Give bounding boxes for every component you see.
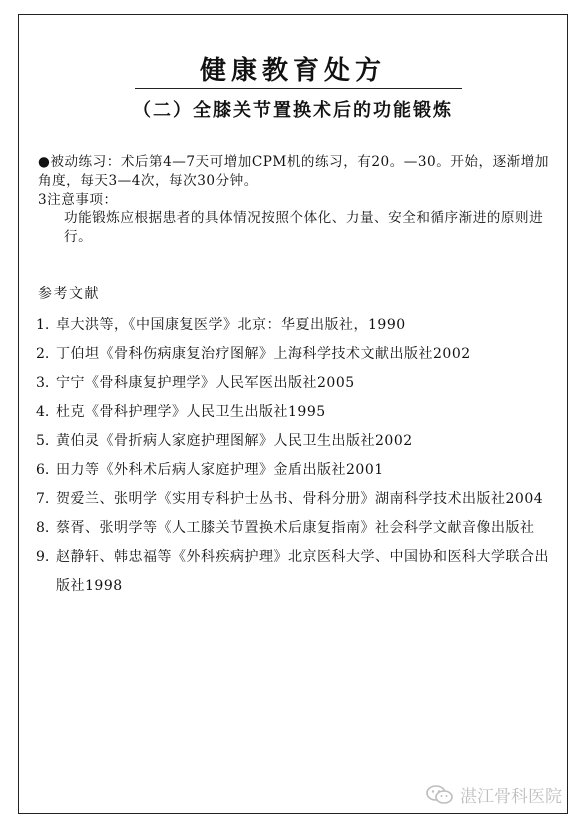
reference-item (36, 340, 556, 369)
reference-text: 宁宁《骨科康复护理学》人民军医出版社2005 (56, 375, 355, 391)
reference-item (36, 456, 556, 485)
reference-item (36, 311, 556, 340)
notes-heading: 3注意事项： (38, 192, 118, 208)
reference-number: 1. (36, 317, 50, 333)
notes-text: 功能锻炼应根据患者的具体情况按照个体化、力量、安全和循序渐进的原则进行。 (64, 210, 544, 245)
reference-text: 丁伯坦《骨科伤病康复治疗图解》上海科学技术文献出版社2002 (56, 346, 471, 362)
reference-text: 田力等《外科术后病人家庭护理》金盾出版社2001 (56, 462, 384, 478)
notes-paragraph (38, 209, 558, 247)
reference-item (36, 543, 556, 601)
reference-item (36, 427, 556, 456)
reference-item (36, 369, 556, 398)
references-list (36, 311, 556, 601)
reference-text: 杜克《骨科护理学》人民卫生出版社1995 (56, 404, 326, 420)
reference-text: 黄伯灵《骨折病人家庭护理图解》人民卫生出版社2002 (56, 433, 413, 449)
reference-text: 蔡胥、张明学等《人工膝关节置换术后康复指南》社会科学文献音像出版社 (56, 520, 535, 536)
reference-number: 5. (36, 433, 50, 449)
reference-number: 4. (36, 404, 50, 420)
reference-text: 赵静轩、韩忠福等《外科疾病护理》北京医科大学、中国协和医科大学联合出版社1998 (56, 549, 549, 594)
title-divider (135, 88, 462, 89)
reference-number: 9. (36, 549, 50, 565)
passive-exercise-paragraph: ●被动练习：术后第4—7天可增加CPM机的练习，有20。—30。开始，逐渐增加角度，每天3—4次，每次30分钟。 (38, 154, 549, 189)
wechat-icon (426, 785, 454, 805)
document-subtitle: （二）全膝关节置换术后的功能锻炼 (133, 100, 453, 121)
reference-text: 贺爱兰、张明学《实用专科护士丛书、骨科分册》湖南科学技术出版社2004 (56, 491, 544, 507)
reference-text: 卓大洪等，《中国康复医学》北京：华夏出版社，1990 (56, 317, 406, 333)
reference-number: 2. (36, 346, 50, 362)
reference-item (36, 514, 556, 543)
watermark-text: 湛江骨科医院 (460, 787, 562, 807)
reference-number: 6. (36, 462, 50, 478)
document-title: 健康教育处方 (199, 56, 386, 86)
reference-item (36, 398, 556, 427)
reference-number: 3. (36, 375, 50, 391)
reference-number: 8. (36, 520, 50, 536)
reference-number: 7. (36, 491, 50, 507)
references-heading: 参考文献 (38, 286, 100, 302)
reference-item (36, 485, 556, 514)
watermark (426, 782, 562, 807)
